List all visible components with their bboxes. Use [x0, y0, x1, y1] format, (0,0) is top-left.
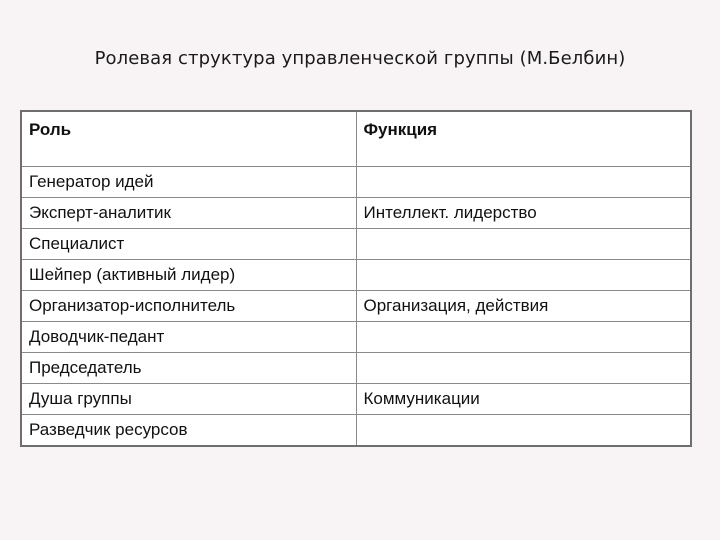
function-cell: Организация, действия: [356, 291, 691, 322]
function-cell: Коммуникации: [356, 384, 691, 415]
role-cell: Генератор идей: [21, 167, 356, 198]
function-cell: [356, 415, 691, 447]
role-cell: Душа группы: [21, 384, 356, 415]
function-cell: [356, 260, 691, 291]
role-cell: Доводчик-педант: [21, 322, 356, 353]
table-row: [21, 415, 691, 447]
table-row: [21, 167, 691, 198]
table-row: [21, 291, 691, 322]
role-cell: Эксперт-аналитик: [21, 198, 356, 229]
role-cell: Специалист: [21, 229, 356, 260]
role-cell: Организатор-исполнитель: [21, 291, 356, 322]
role-cell: Разведчик ресурсов: [21, 415, 356, 447]
header-role: Роль: [21, 111, 356, 167]
function-cell: [356, 167, 691, 198]
role-cell: Шейпер (активный лидер): [21, 260, 356, 291]
function-cell: [356, 322, 691, 353]
table-row: [21, 260, 691, 291]
function-cell: [356, 229, 691, 260]
roles-table: [20, 110, 692, 447]
table-row: [21, 229, 691, 260]
table-row: [21, 322, 691, 353]
table-header-row: [21, 111, 691, 167]
table-row: [21, 198, 691, 229]
slide-title: Ролевая структура управленческой группы (М.Белбин): [94, 48, 626, 69]
table-row: [21, 384, 691, 415]
role-cell: Председатель: [21, 353, 356, 384]
function-cell: Интеллект. лидерство: [356, 198, 691, 229]
header-function: Функция: [356, 111, 691, 167]
table-row: [21, 353, 691, 384]
function-cell: [356, 353, 691, 384]
